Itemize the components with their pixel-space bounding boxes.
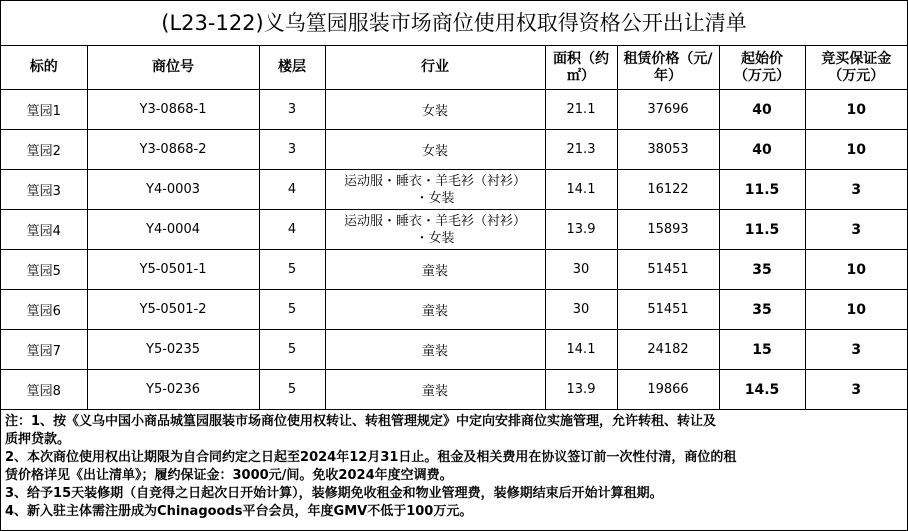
cell-rent: 16122 xyxy=(617,170,719,210)
cell-stall-number: Y4-0003 xyxy=(87,170,259,210)
cell-industry: 女装 xyxy=(325,130,545,170)
cell-rent: 51451 xyxy=(617,290,719,330)
cell-floor: 5 xyxy=(259,330,325,370)
cell-industry: 童装 xyxy=(325,250,545,290)
header-rent: 租赁价格（元/ 年） xyxy=(617,46,719,90)
cell-floor: 3 xyxy=(259,130,325,170)
table-row xyxy=(1,210,907,250)
table-row xyxy=(1,330,907,370)
cell-floor: 4 xyxy=(259,170,325,210)
header-floor: 楼层 xyxy=(259,46,325,90)
cell-rent: 37696 xyxy=(617,90,719,130)
cell-industry: 童装 xyxy=(325,290,545,330)
cell-target: 篁园4 xyxy=(1,210,87,250)
table-row xyxy=(1,370,907,410)
cell-area: 13.9 xyxy=(545,370,617,410)
cell-start-price: 14.5 xyxy=(719,370,805,410)
note-3: 3、给予15天装修期（自竞得之日起次日开始计算），装修期免收租金和物业管理费，装修期结束后开始计算租期。 xyxy=(5,486,663,501)
cell-stall-number: Y5-0236 xyxy=(87,370,259,410)
page-title: (L23-122)义乌篁园服装市场商位使用权取得资格公开出让清单 xyxy=(1,1,907,46)
table-row xyxy=(1,170,907,210)
cell-industry: 女装 xyxy=(325,90,545,130)
cell-industry: 运动服・睡衣・羊毛衫（衬衫） ・女装 xyxy=(325,210,545,250)
cell-rent: 19866 xyxy=(617,370,719,410)
cell-start-price: 35 xyxy=(719,290,805,330)
cell-area: 30 xyxy=(545,290,617,330)
notes-section xyxy=(1,410,907,521)
cell-floor: 5 xyxy=(259,370,325,410)
header-area: 面积（约 ㎡） xyxy=(545,46,617,90)
cell-target: 篁园1 xyxy=(1,90,87,130)
cell-target: 篁园6 xyxy=(1,290,87,330)
cell-target: 篁园2 xyxy=(1,130,87,170)
cell-stall-number: Y3-0868-2 xyxy=(87,130,259,170)
cell-industry: 童装 xyxy=(325,330,545,370)
cell-rent: 38053 xyxy=(617,130,719,170)
note-4: 4、新入驻主体需注册成为Chinagoods平台会员，年度GMV不低于100万元。 xyxy=(5,504,473,519)
header-stall-number: 商位号 xyxy=(87,46,259,90)
note-1: 注：1、按《义乌中国小商品城篁园服装市场商位使用权转让、转租管理规定》中定向安排商位实施管理，允许转租、转让及 质押贷款。 xyxy=(5,414,717,447)
cell-target: 篁园7 xyxy=(1,330,87,370)
cell-deposit: 10 xyxy=(805,290,907,330)
cell-area: 21.1 xyxy=(545,90,617,130)
cell-industry: 童装 xyxy=(325,370,545,410)
table-header-row xyxy=(1,46,907,90)
cell-deposit: 3 xyxy=(805,370,907,410)
cell-rent: 24182 xyxy=(617,330,719,370)
cell-stall-number: Y5-0235 xyxy=(87,330,259,370)
cell-area: 21.3 xyxy=(545,130,617,170)
cell-floor: 5 xyxy=(259,290,325,330)
cell-deposit: 10 xyxy=(805,250,907,290)
listing-table xyxy=(1,46,907,410)
cell-stall-number: Y5-0501-2 xyxy=(87,290,259,330)
header-target: 标的 xyxy=(1,46,87,90)
header-industry: 行业 xyxy=(325,46,545,90)
table-row xyxy=(1,250,907,290)
cell-floor: 3 xyxy=(259,90,325,130)
cell-stall-number: Y5-0501-1 xyxy=(87,250,259,290)
cell-floor: 5 xyxy=(259,250,325,290)
cell-area: 30 xyxy=(545,250,617,290)
cell-start-price: 11.5 xyxy=(719,210,805,250)
cell-deposit: 3 xyxy=(805,210,907,250)
cell-area: 14.1 xyxy=(545,330,617,370)
cell-start-price: 40 xyxy=(719,130,805,170)
cell-area: 14.1 xyxy=(545,170,617,210)
cell-start-price: 11.5 xyxy=(719,170,805,210)
table-row xyxy=(1,130,907,170)
note-2: 2、本次商位使用权出让期限为自合同约定之日起至2024年12月31日止。租金及相关费用在协议签订前一次性付清，商位的租 赁价格详见《出让清单》；履约保证金：3000元/间。免收2024年度空调费。 xyxy=(5,450,737,483)
cell-stall-number: Y4-0004 xyxy=(87,210,259,250)
cell-start-price: 40 xyxy=(719,90,805,130)
cell-area: 13.9 xyxy=(545,210,617,250)
cell-deposit: 3 xyxy=(805,170,907,210)
cell-target: 篁园3 xyxy=(1,170,87,210)
cell-target: 篁园8 xyxy=(1,370,87,410)
cell-industry: 运动服・睡衣・羊毛衫（衬衫） ・女装 xyxy=(325,170,545,210)
cell-deposit: 10 xyxy=(805,90,907,130)
cell-deposit: 10 xyxy=(805,130,907,170)
cell-rent: 15893 xyxy=(617,210,719,250)
cell-stall-number: Y3-0868-1 xyxy=(87,90,259,130)
table-row xyxy=(1,90,907,130)
cell-target: 篁园5 xyxy=(1,250,87,290)
cell-start-price: 15 xyxy=(719,330,805,370)
cell-start-price: 35 xyxy=(719,250,805,290)
cell-deposit: 3 xyxy=(805,330,907,370)
table-row xyxy=(1,290,907,330)
cell-rent: 51451 xyxy=(617,250,719,290)
header-deposit: 竞买保证金 （万元） xyxy=(805,46,907,90)
cell-floor: 4 xyxy=(259,210,325,250)
header-start-price: 起始价 （万元） xyxy=(719,46,805,90)
